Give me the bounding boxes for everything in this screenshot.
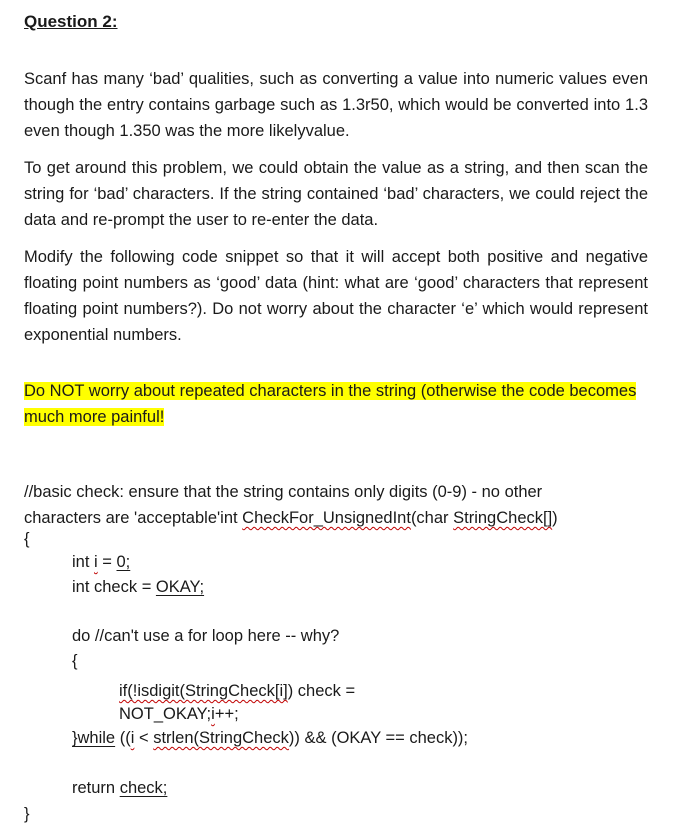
return-value: check; [119, 779, 168, 797]
while-rest: )) && (OKAY == check)); [288, 729, 469, 747]
signature-text: (char [410, 509, 454, 527]
paragraph-scanf-issues: Scanf has many ‘bad’ qualities, such as converting a value into numeric values even though the entry contains garbage such as 1.3r50, which would be converted into 1.3 even though 1.350 was the more likelyvalue. [24, 70, 648, 140]
while-strlen: strlen(StringCheck [153, 729, 289, 747]
paragraph-workaround: To get around this problem, we could obtain the value as a string, and then scan the string for ‘bad’ characters. If the string contained ‘bad’ characters, we could reject the data and re-prompt the user to re-enter the data. [24, 159, 648, 229]
while-var: i [130, 729, 135, 747]
code-if-line [119, 679, 355, 703]
not-okay-text: NOT_OKAY; [119, 705, 212, 723]
comment-text: characters are 'acceptable'int [24, 509, 243, 527]
decl-keyword: int [72, 553, 95, 571]
code-not-okay-line [119, 702, 239, 726]
if-assign: ) check = [287, 682, 356, 700]
highlighted-note-text: Do NOT worry about repeated characters in the string (otherwise the code becomes much more painful! [24, 382, 637, 426]
while-lt: < [134, 729, 154, 747]
question-heading: Question 2: [24, 12, 118, 31]
parameter-name: StringCheck[] [453, 509, 553, 527]
return-keyword: return [72, 779, 120, 797]
code-open-brace: { [24, 530, 30, 548]
incr-op: ++; [214, 705, 239, 723]
code-return-line [72, 776, 167, 800]
highlighted-note [24, 378, 675, 430]
decl-assign: = [97, 553, 117, 571]
decl-value: 0; [116, 553, 131, 571]
decl-var-i: i [94, 553, 98, 571]
while-keyword: }while [72, 729, 116, 747]
code-decl-i [72, 550, 130, 574]
decl-check-value: OKAY; [155, 578, 205, 596]
decl-check-text: int check = [72, 578, 156, 596]
while-open: (( [115, 729, 131, 747]
code-comment-line-2 [24, 506, 558, 530]
if-condition: if(!isdigit(StringCheck[i] [119, 682, 288, 700]
code-inner-open-brace: { [72, 652, 78, 670]
function-name: CheckFor_UnsignedInt [242, 509, 411, 527]
signature-close: ) [552, 509, 558, 527]
paragraph-task: Modify the following code snippet so that it will accept both positive and negative floating point numbers as ‘good’ data (hint: what are ‘good’ characters that represent floating point numbers?). Do not worry about the character ‘e’ which would represent exponential numbers. [24, 248, 648, 344]
code-close-brace: } [24, 805, 30, 823]
code-while-line [72, 726, 468, 750]
code-do-line: do //can't use a for loop here -- why? [72, 627, 340, 645]
code-comment-line-1: //basic check: ensure that the string contains only digits (0-9) - no other [24, 483, 543, 501]
code-decl-check [72, 575, 204, 599]
incr-var: i [211, 705, 215, 723]
